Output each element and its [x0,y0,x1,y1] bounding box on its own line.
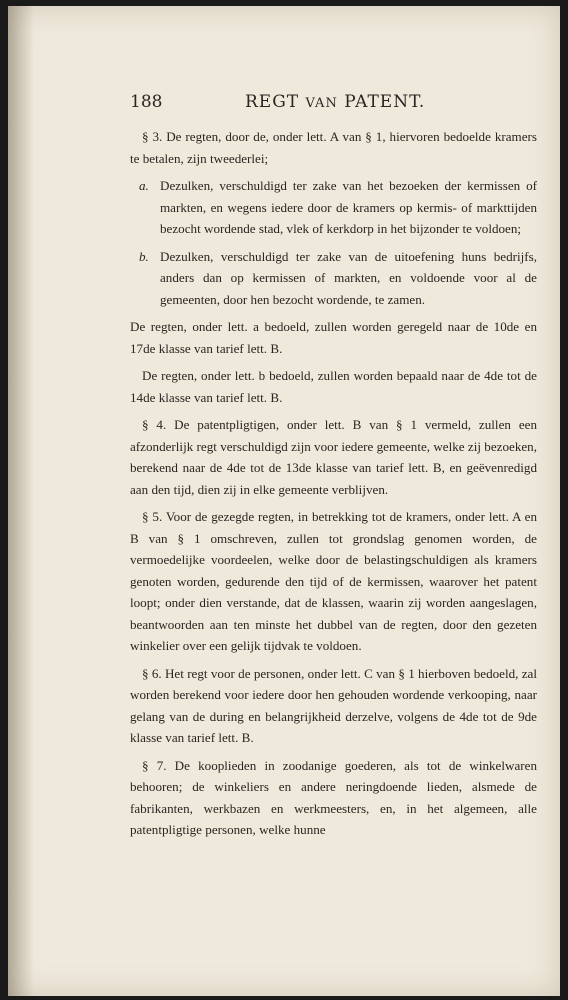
page-gutter-shadow [8,6,34,996]
list-marker: a. [139,178,149,193]
page-body [130,126,537,847]
running-head-part: VAN [305,96,338,111]
page-header [130,92,530,118]
subparagraph-text: Dezulken, verschuldigd ter zake van het bezoeken der kermissen of markten, en wegens iedere door de kramers op kermis- of markttijden bezocht wordende stad, vlek of kerkdorp in het bijzonder te voldoen; [160,178,537,236]
paragraph-section-3: § 3. De regten, door de, onder lett. A van § 1, hiervoren bedoelde kramers te betalen, zijn tweederlei; [130,129,537,166]
page-number: 188 [130,92,163,112]
running-head [245,92,425,112]
list-marker: b. [139,248,149,264]
book-page [8,6,560,996]
paragraph-section-4: § 4. De patentpligtigen, onder lett. B van § 1 vermeld, zullen een afzonderlijk regt verschuldigd zijn voor iedere gemeente, welke zij bezoeken, berekend naar de 4de tot de 13de klasse van tarief lett. B, en geëvenredigd aan den tijd, dien zij in elke gemeente verblijven. [130,417,537,497]
paragraph-regten-b: De regten, onder lett. b bedoeld, zullen worden bepaald naar de 4de tot de 14de klasse van tarief lett. B. [130,368,537,405]
paragraph-section-7: § 7. De kooplieden in zoodanige goederen, als tot de winkelwaren behooren; de winkeliers en andere neringdoende lieden, alsmede de fabrikanten, werkbazen en werkmeesters, en, in het algemeen, alle patentpligtige personen, welke hunne [130,757,537,837]
running-head-part: REGT [245,92,306,112]
paragraph-regten-a: De regten, onder lett. a bedoeld, zullen worden geregeld naar de 10de en 17de klasse van tarief lett. B. [130,319,537,356]
subparagraph-a [130,175,537,240]
paragraph-section-5: § 5. Voor de gezegde regten, in betrekking tot de kramers, onder lett. A en B van § 1 omschreven, zullen tot grondslag genomen worden, de vermoedelijke voordeelen, welke door de belastingschuldigen als kramers genoten worden, gedurende den tijd of de kermissen, waarover het patent loopt; onder dien verstande, dat de klassen, waarin zij worden aangeslagen, beantwoorden aan ten minste het dubbel van de regten, door den gezeten winkelier over een gelijk tijdvak te voldoen. [130,509,537,653]
subparagraph-b [130,246,537,311]
subparagraph-text: Dezulken, verschuldigd ter zake van de uitoefening huns bedrijfs, anders dan op kermissen of markten, en voldoende voor al de gemeenten, door hen bezocht wordende, te zamen. [160,248,537,307]
running-head-part: PATENT. [337,92,426,112]
paragraph-section-6: § 6. Het regt voor de personen, onder lett. C van § 1 hierboven bedoeld, zal worden berekend voor iedere door hen gehouden wordende verkooping, naar gelang van de during en belangrijkheid derzelve, volgens de 4de tot de 9de klasse van tarief lett. B. [130,665,537,745]
